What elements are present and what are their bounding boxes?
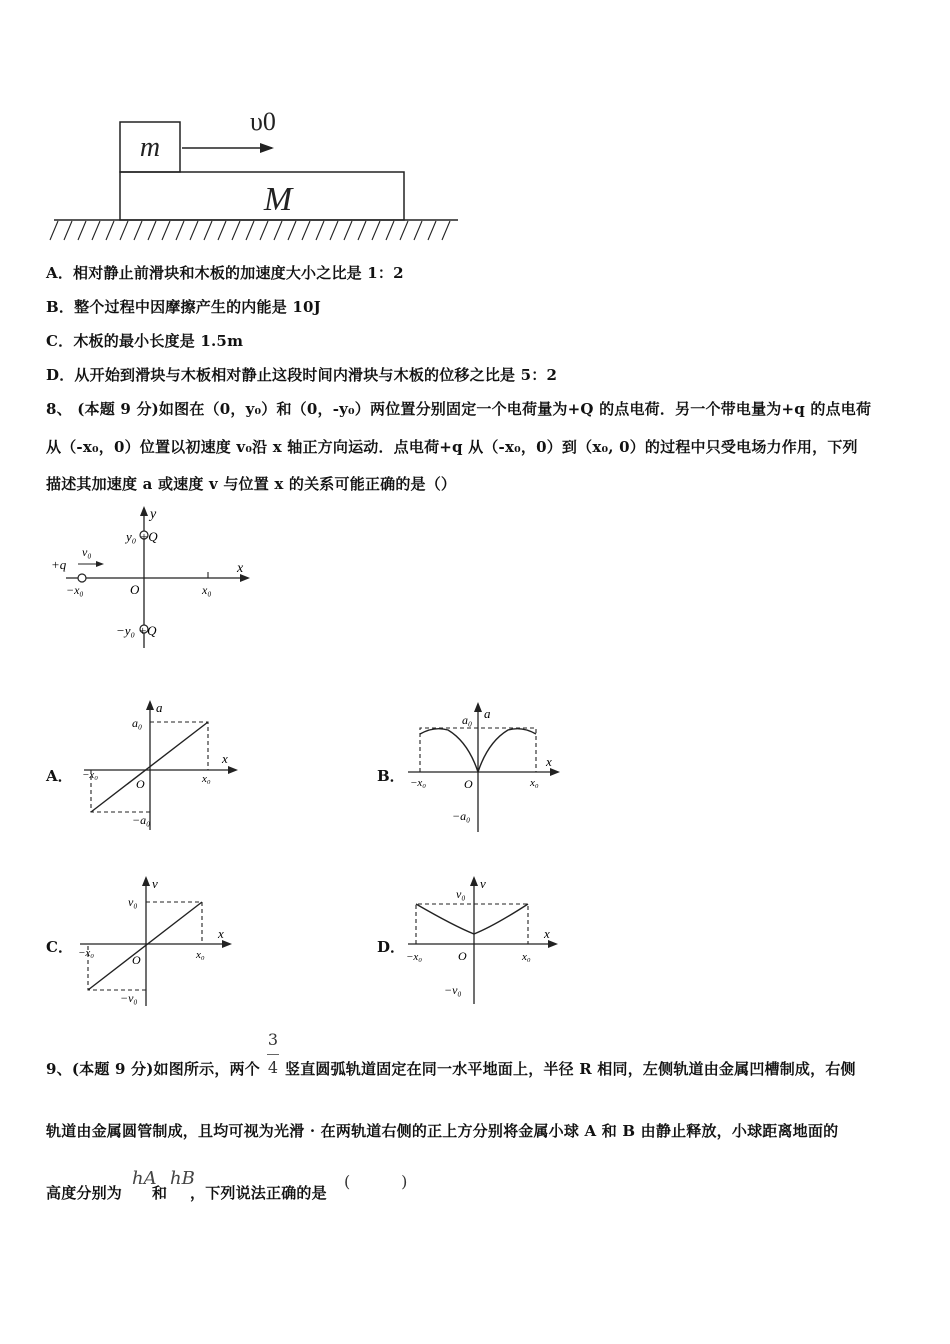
graph-a-bottom-label: −a₀: [132, 813, 151, 827]
option-d-letter: D．: [46, 366, 75, 384]
graph-c-y-arrow: [142, 876, 150, 886]
velocity-label: υ0: [250, 107, 276, 136]
graph-b-neg-x0: −x₀: [410, 777, 427, 789]
graph-a-x-label: x: [222, 751, 228, 766]
graph-b-x-label: x: [546, 754, 552, 769]
option-d: [46, 364, 557, 385]
x-axis-label: x: [237, 561, 244, 576]
graph-d-x-label: x: [544, 926, 550, 941]
top-charge-label: y₀ +Q: [126, 529, 158, 544]
y-axis-label: y: [150, 507, 157, 522]
graph-c-x-label: x: [218, 926, 224, 941]
graph-c-bottom-label: −v₀: [120, 991, 138, 1005]
graph-d-top-label: v₀: [456, 887, 466, 901]
graph-d-y-label: v: [480, 876, 486, 891]
graph-d: [404, 872, 574, 1008]
charge-setup-figure: [46, 502, 266, 650]
small-block-label: m: [139, 132, 161, 163]
graph-d-bottom-label: −v₀: [444, 983, 462, 997]
graph-b: [404, 700, 574, 836]
q9-line-1-prefix: 9、(本题 9 分)如图所示，两个: [46, 1060, 260, 1078]
q9-answer-paren: ( ): [344, 1172, 408, 1191]
option-b-text: 整个过程中因摩擦产生的内能是 10J: [74, 298, 321, 316]
y-axis-arrow: [140, 506, 148, 516]
board-label: M: [263, 181, 293, 218]
q9-line-3-a: 高度分别为: [46, 1184, 123, 1202]
graph-b-y-label: a: [484, 706, 491, 721]
option-a-text: 相对静止前滑块和木板的加速度大小之比是 1：2: [73, 264, 404, 282]
graph-b-bottom-label: −a₀: [452, 809, 471, 823]
graph-b-x-arrow: [550, 768, 560, 776]
ground-hatching: [50, 221, 450, 240]
graph-c-y-label: v: [152, 876, 158, 891]
option-c: [46, 330, 243, 351]
graph-d-origin: O: [458, 949, 467, 963]
graph-b-top-label: a₀: [462, 713, 473, 727]
q9-fraction-bar: [267, 1054, 279, 1055]
q9-line-3-b: 和: [152, 1184, 168, 1202]
graph-c-pos-x0: x₀: [196, 949, 205, 961]
graph-c-origin: O: [132, 953, 141, 967]
q9-hB-text: hB: [170, 1168, 195, 1189]
graph-b-y-arrow: [474, 702, 482, 712]
graph-a-y-arrow: [146, 700, 154, 710]
q9-line-1-rest: 竖直圆弧轨道固定在同一水平地面上，半径 R 相同，左侧轨道由金属凹槽制成，右侧: [285, 1060, 856, 1078]
neg-x0-label: −x₀: [66, 583, 84, 597]
graph-d-pos-x0: x₀: [522, 951, 531, 963]
option-d-text: 从开始到滑块与木板相对静止这段时间内滑块与木板的位移之比是 5：2: [74, 366, 558, 384]
graph-d-guide: [416, 904, 528, 944]
q8-line-3: 描述其加速度 a 或速度 v 与位置 x 的关系可能正确的是（）: [46, 475, 457, 493]
q8-line-1: 8、 (本题 9 分)如图在（0，y₀）和（0，-y₀）两位置分别固定一个电荷量为+Q 的点电荷．另一个带电量为+q 的点电荷: [46, 400, 872, 418]
graph-b-letter: B．: [377, 767, 405, 785]
q9-hA-text: hA: [132, 1168, 157, 1189]
graph-d-y-arrow: [470, 876, 478, 886]
graph-d-curve: [416, 904, 528, 934]
graph-c-x-arrow: [222, 940, 232, 948]
graph-d-neg-x0: −x₀: [406, 951, 423, 963]
moving-charge-label: +q: [51, 557, 67, 572]
moving-charge: [78, 574, 86, 582]
graph-c-neg-x0: −x₀: [78, 947, 95, 959]
graph-d-letter: D．: [377, 938, 406, 956]
graph-a-neg-x0: −x₀: [82, 769, 99, 781]
option-a: [46, 262, 404, 283]
block-board-figure: [46, 100, 466, 250]
option-b-letter: B．: [46, 298, 75, 316]
board: [120, 172, 404, 220]
graph-a-pos-x0: x₀: [202, 773, 211, 785]
pos-x0-label: x₀: [202, 583, 212, 597]
graph-b-origin: O: [464, 777, 473, 791]
q8-line-2: 从（-x₀，0）位置以初速度 v₀沿 x 轴正方向运动．点电荷+q 从（-x₀，0）到（x₀, 0）的过程中只受电场力作用，下列: [46, 438, 858, 456]
q9-fraction-numerator: 3: [267, 1030, 279, 1049]
graph-c-letter: C．: [46, 938, 73, 956]
graph-a-y-label: a: [156, 700, 163, 715]
graph-a-origin: O: [136, 777, 145, 791]
option-b: [46, 296, 321, 317]
graph-a: [74, 698, 244, 834]
bottom-charge-label: −y₀ +Q: [116, 623, 157, 638]
graph-a-letter: A．: [46, 767, 73, 785]
q9-fraction-denominator: 4: [267, 1058, 279, 1077]
graph-c: [74, 872, 244, 1008]
velocity-arrowhead: [260, 143, 274, 153]
velocity-arrowhead-small: [96, 561, 104, 567]
graph-d-x-arrow: [548, 940, 558, 948]
origin-label: O: [130, 582, 140, 597]
graph-b-pos-x0: x₀: [530, 777, 539, 789]
graph-c-top-label: v₀: [128, 895, 138, 909]
option-c-text: 木板的最小长度是 1.5m: [73, 332, 244, 350]
option-c-letter: C．: [46, 332, 74, 350]
graph-c-curve: [88, 902, 202, 990]
velocity-label-small: v₀: [82, 545, 92, 559]
q9-line-3-c: ，下列说法正确的是: [190, 1184, 327, 1202]
q9-line-2: 轨道由金属圆管制成，且均可视为光滑 · 在两轨道右侧的正上方分别将金属小球 A 和 B 由静止释放，小球距离地面的: [46, 1122, 839, 1140]
graph-a-top-label: a₀: [132, 716, 143, 730]
option-a-letter: A．: [46, 264, 74, 282]
graph-a-x-arrow: [228, 766, 238, 774]
